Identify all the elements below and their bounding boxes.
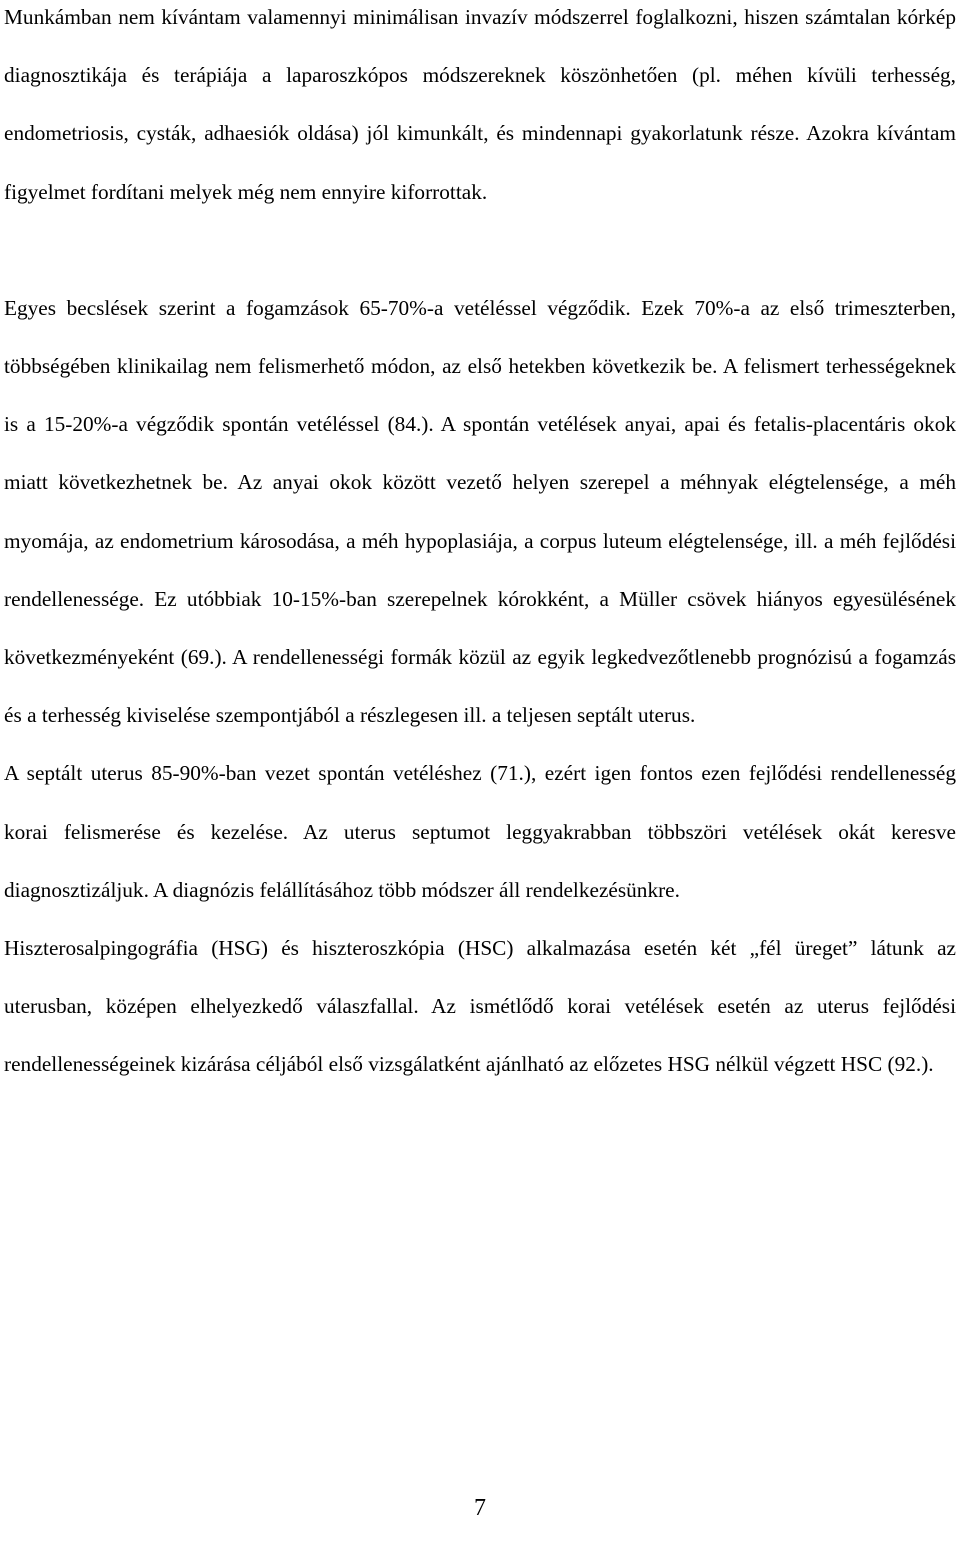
paragraph-septate-uterus: A septált uterus 85-90%-ban vezet spontán vetéléshez (71.), ezért igen fontos ezen fejlődési rendellenesség korai felismerése és kezelése. Az uterus septumot leggyakrabban többszöri vetélések okát keresve diagnosztizáljuk. A diagnózis felállításához több módszer áll rendelkezésünkre. [4, 761, 956, 902]
paragraph-miscarriage-causes: Egyes becslések szerint a fogamzások 65-70%-a vetéléssel végződik. Ezek 70%-a az első trimeszterben, többségében klinikailag nem felismerhető módon, az első hetekben következik be. A felismert terhességeknek is a 15-20%-a végződik spontán vetéléssel (84.). A spontán vetélések anyai, apai és fetalis-placentáris okok miatt következhetnek be. Az anyai okok között vezető helyen szerepel a méhnyak elégtelensége, a méh myomája, az endometrium károsodása, a méh hypoplasiája, a corpus luteum elégtelensége, ill. a méh fejlődési rendellenessége. Ez utóbbiak 10-15%-ban szerepelnek kórokként, a Müller csövek hiányos egyesülésének következményeként (69.). A rendellenességi formák közül az egyik legkedvezőtlenebb prognózisú a fogamzás és a terhesség kiviselése szempontjából a részlegesen ill. a teljesen septált uterus. [4, 295, 956, 728]
document-page [4, 0, 956, 1094]
paragraph-hsg-hsc: Hiszterosalpingográfia (HSG) és hiszteroszkópia (HSC) alkalmazása esetén két „fél üreget” látunk az uterusban, középen elhelyezkedő válaszfallal. Az ismétlődő korai vetélések esetén az uterus fejlődési rendellenességeinek kizárása céljából első vizsgálatként ajánlható az előzetes HSG nélkül végzett HSC (92.). [4, 936, 956, 1077]
page-number: 7 [474, 1495, 486, 1521]
paragraph-intro: Munkámban nem kívántam valamennyi minimálisan invazív módszerrel foglalkozni, hiszen számtalan kórkép diagnosztikája és terápiája a laparoszkópos módszereknek köszönhetően (pl. méhen kívüli terhesség, endometriosis, cysták, adhaesiók oldása) jól kimunkált, és mindennapi gyakorlatunk része. Azokra kívántam figyelmet fordítani melyek még nem ennyire kiforrottak. [4, 5, 956, 204]
